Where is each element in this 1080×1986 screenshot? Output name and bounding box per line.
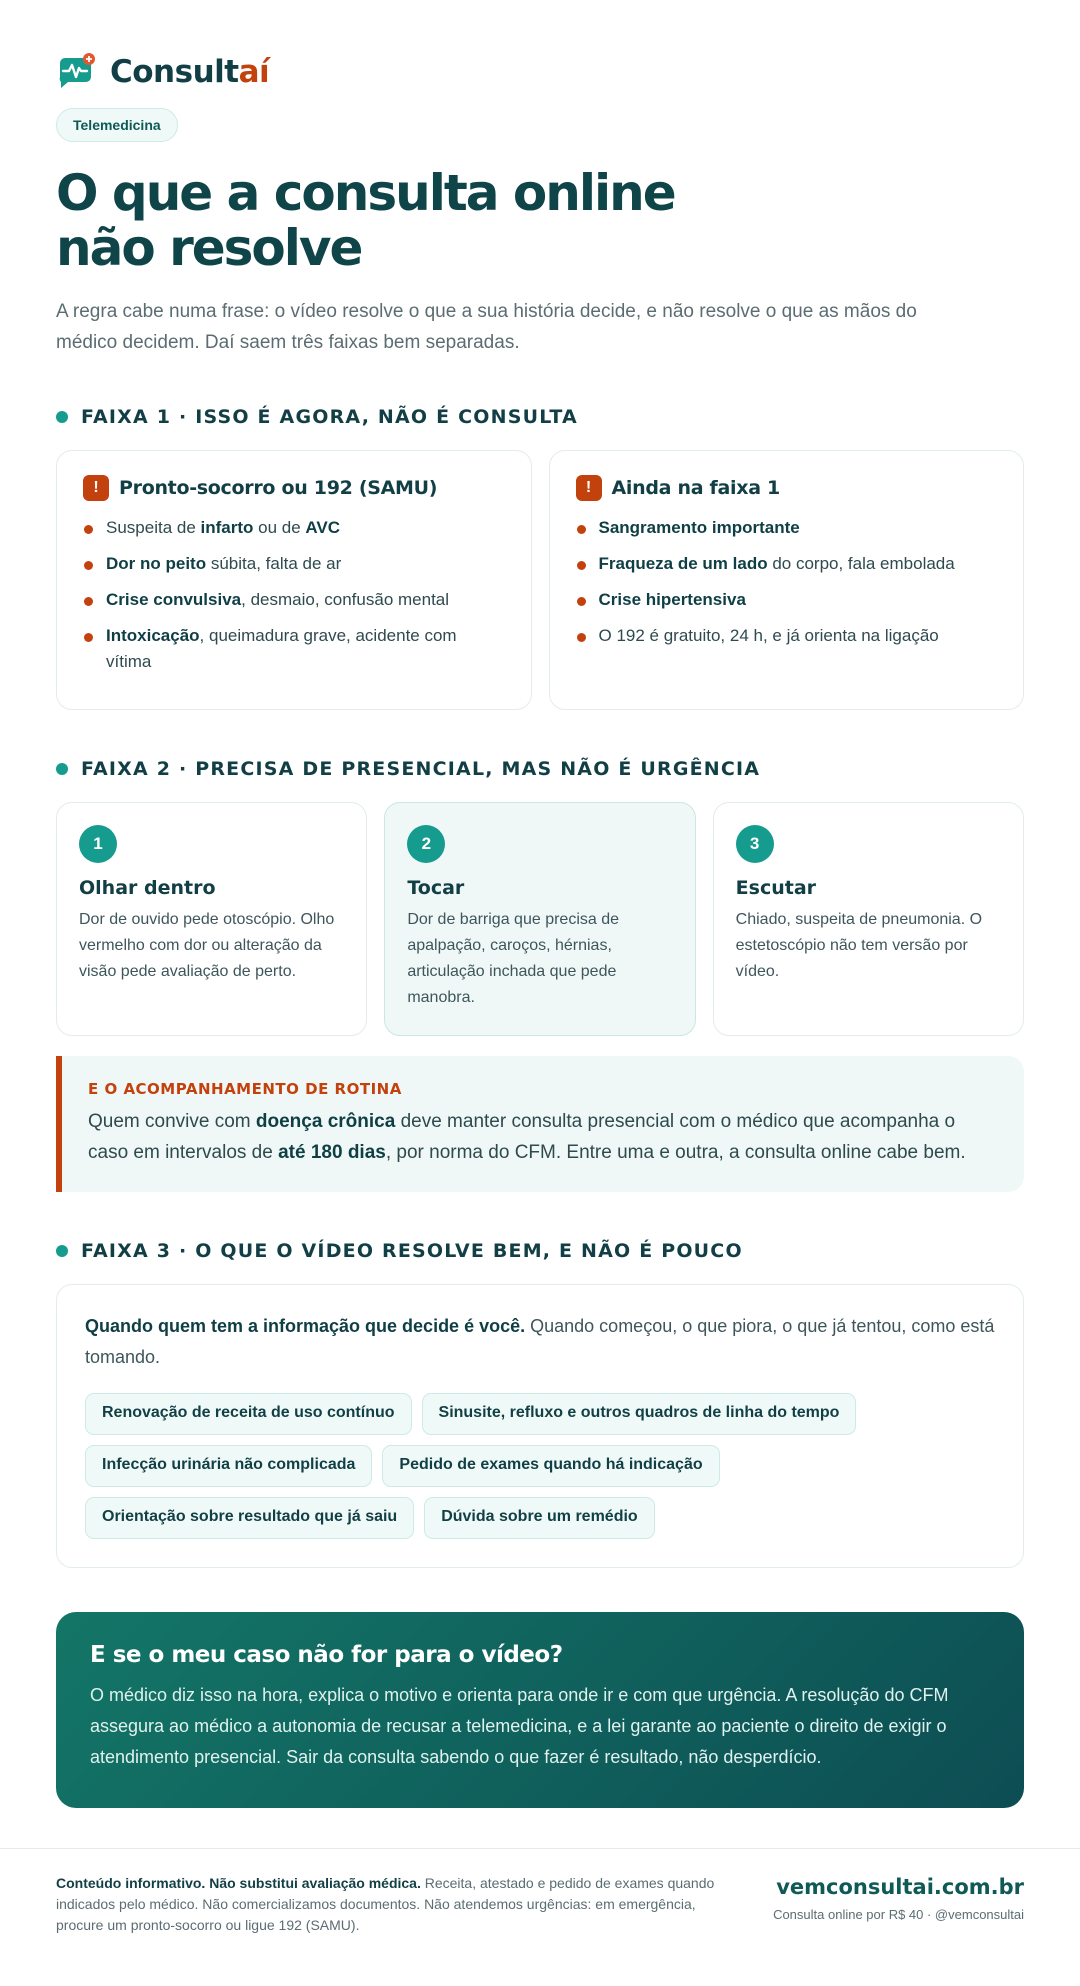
step-text: Dor de ouvido pede otoscópio. Olho vermelho com dor ou alteração da visão pede avaliação de perto. bbox=[79, 911, 335, 980]
emergency-card bbox=[56, 450, 532, 710]
step-card bbox=[384, 802, 695, 1036]
list-item: Suspeita de infarto ou de AVC bbox=[83, 515, 507, 541]
list-item: Sangramento importante bbox=[576, 515, 1000, 541]
faixa3-intro: Quando quem tem a informação que decide é você. Quando começou, o que piora, o que já tentou, como está tomando. bbox=[85, 1316, 995, 1367]
step-title: Escutar bbox=[735, 877, 817, 899]
step-title: Olhar dentro bbox=[79, 877, 216, 899]
step-number: 3 bbox=[736, 825, 774, 863]
faixa1-heading: FAIXA 1 · ISSO É AGORA, NÃO É CONSULTA bbox=[56, 406, 1024, 428]
list-item: Crise convulsiva, desmaio, confusão mental bbox=[83, 587, 507, 613]
faixa2-steps bbox=[56, 802, 1024, 1036]
callout-label: E O ACOMPANHAMENTO DE ROTINA bbox=[88, 1080, 402, 1098]
emergency-list bbox=[83, 515, 507, 675]
faixa3-heading: FAIXA 3 · O QUE O VÍDEO RESOLVE BEM, E NÃO É POUCO bbox=[56, 1240, 1024, 1262]
faq-callout bbox=[56, 1612, 1024, 1808]
site-link[interactable]: vemconsultai.com.br bbox=[776, 1875, 1024, 1899]
bullet-dot-icon bbox=[56, 1245, 68, 1257]
lead-text: A regra cabe numa frase: o vídeo resolve o que a sua história decide, e não resolve o que as mãos do médico decidem. Daí saem três faixas bem separadas. bbox=[56, 301, 917, 353]
emergency-card-2 bbox=[549, 450, 1025, 710]
chip-list bbox=[85, 1393, 995, 1539]
step-text: Chiado, suspeita de pneumonia. O estetoscópio não tem versão por vídeo. bbox=[735, 911, 983, 980]
list-item: Intoxicação, queimadura grave, acidente com vítima bbox=[83, 623, 507, 675]
card-title: Pronto-socorro ou 192 (SAMU) bbox=[119, 477, 438, 499]
condition-chip: Sinusite, refluxo e outros quadros de linha do tempo bbox=[422, 1393, 857, 1435]
callout-text: Quem convive com doença crônica deve manter consulta presencial com o médico que acompanha o caso em intervalos de até 180 dias, por norma do CFM. Entre uma e outra, a consulta online cabe bem. bbox=[88, 1111, 966, 1163]
card-title: Ainda na faixa 1 bbox=[611, 477, 780, 499]
list-item: Dor no peito súbita, falta de ar bbox=[83, 551, 507, 577]
bullet-dot-icon bbox=[56, 411, 68, 423]
alert-icon: ! bbox=[83, 475, 109, 501]
disclaimer: Conteúdo informativo. Não substitui avaliação médica. Receita, atestado e pedido de exames quando indicados pelo médico. Não comercializamos documentos. Não atendemos urgências: em emergência, procure um pronto-socorro ou ligue 192 (SAMU). bbox=[56, 1875, 715, 1933]
callout-title: E se o meu caso não for para o vídeo? bbox=[90, 1642, 563, 1668]
step-title: Tocar bbox=[407, 877, 465, 899]
emergency-list bbox=[576, 515, 1000, 649]
condition-chip: Dúvida sobre um remédio bbox=[424, 1497, 655, 1539]
routine-callout bbox=[56, 1056, 1024, 1192]
chat-heartbeat-icon bbox=[56, 52, 96, 92]
faixa1-cards bbox=[56, 450, 1024, 710]
condition-chip: Pedido de exames quando há indicação bbox=[382, 1445, 719, 1487]
footer-brand bbox=[773, 1873, 1024, 1922]
callout-text: O médico diz isso na hora, explica o motivo e orienta para onde ir e com que urgência. A resolução do CFM assegura ao médico a autonomia de recusar a telemedicina, e a lei garante ao paciente o direito de exigir o atendimento presencial. Sair da consulta sabendo o que fazer é resultado, não desperdício. bbox=[90, 1685, 949, 1767]
condition-chip: Renovação de receita de uso contínuo bbox=[85, 1393, 412, 1435]
step-card bbox=[713, 802, 1024, 1036]
category-tag: Telemedicina bbox=[56, 108, 178, 142]
video-resolves-card bbox=[56, 1284, 1024, 1568]
faixa2-heading: FAIXA 2 · PRECISA DE PRESENCIAL, MAS NÃO É URGÊNCIA bbox=[56, 758, 1024, 780]
page-title: O que a consulta online não resolve bbox=[56, 164, 675, 277]
list-item: Crise hipertensiva bbox=[576, 587, 1000, 613]
step-number: 1 bbox=[79, 825, 117, 863]
alert-icon: ! bbox=[576, 475, 602, 501]
bullet-dot-icon bbox=[56, 763, 68, 775]
footer-tagline: Consulta online por R$ 40 · @vemconsultai bbox=[773, 1907, 1024, 1922]
list-item: Fraqueza de um lado do corpo, fala embolada bbox=[576, 551, 1000, 577]
step-card bbox=[56, 802, 367, 1036]
step-number: 2 bbox=[407, 825, 445, 863]
condition-chip: Orientação sobre resultado que já saiu bbox=[85, 1497, 414, 1539]
condition-chip: Infecção urinária não complicada bbox=[85, 1445, 372, 1487]
brand-name: Consultaí bbox=[110, 54, 270, 90]
brand-header bbox=[56, 0, 1024, 108]
step-text: Dor de barriga que precisa de apalpação, caroços, hérnias, articulação inchada que pede manobra. bbox=[407, 911, 620, 1006]
list-item: O 192 é gratuito, 24 h, e já orienta na ligação bbox=[576, 623, 1000, 649]
footer bbox=[0, 1848, 1080, 1960]
